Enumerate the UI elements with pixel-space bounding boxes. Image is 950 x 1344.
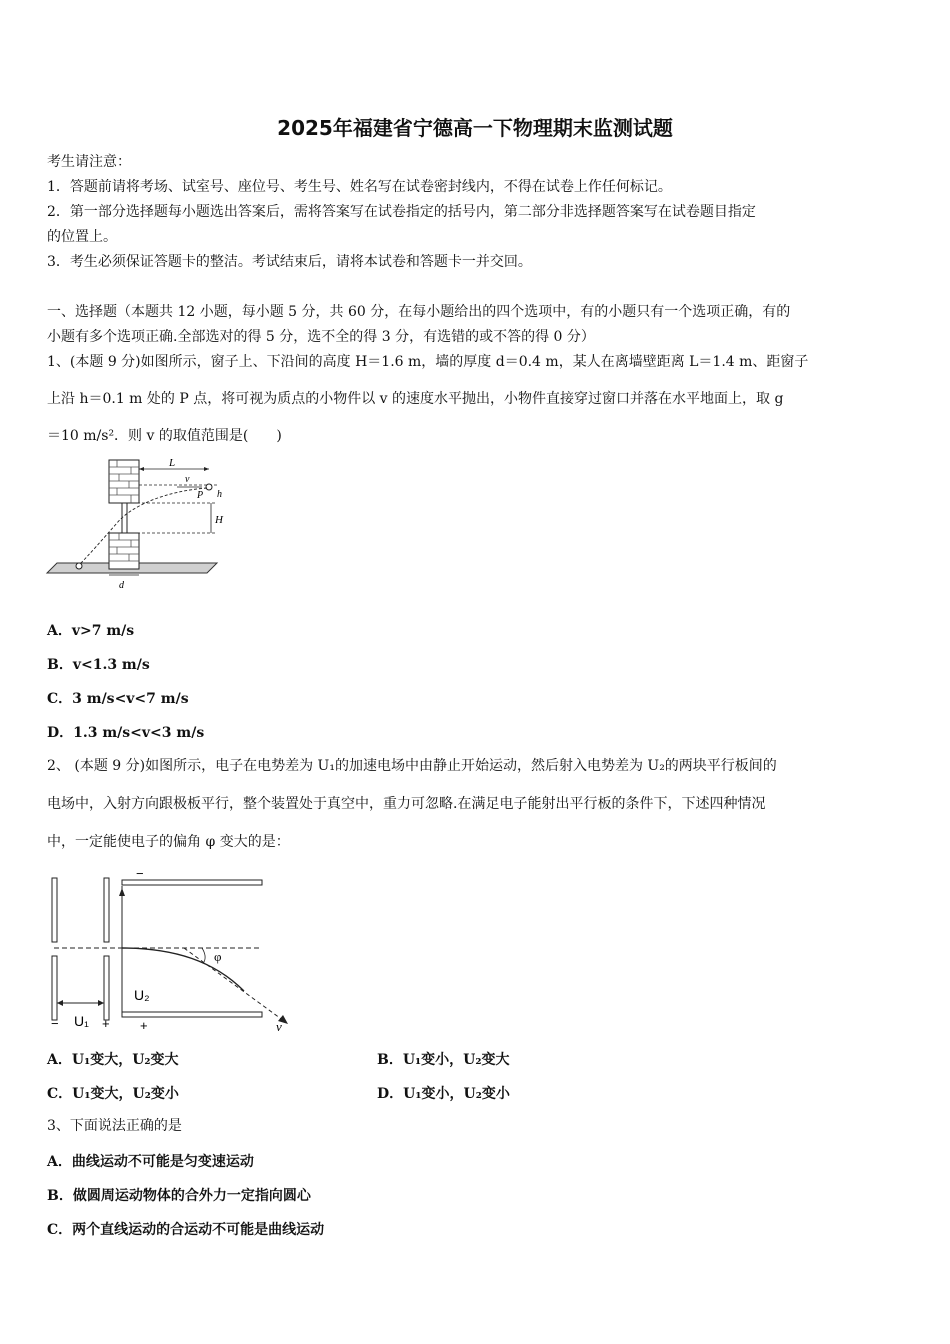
q2-option-b[interactable]: B．U₁变小，U₂变大: [377, 1052, 510, 1068]
q2-electron-diagram: [44, 866, 304, 1036]
label-phi: φ: [214, 949, 222, 964]
label-L: L: [169, 457, 176, 469]
label-v: v: [276, 1019, 282, 1034]
label-minus-top: −: [136, 866, 144, 881]
q1-option-a[interactable]: A．v>7 m/s: [47, 623, 135, 639]
q1-stem: ＝10 m/s²．则 v 的取值范围是( ): [47, 428, 282, 444]
page-title: 2025年福建省宁德高一下物理期末监测试题: [277, 116, 673, 140]
q3-option-c[interactable]: C．两个直线运动的合运动不可能是曲线运动: [47, 1222, 325, 1238]
section-heading: 一、选择题（本题共 12 小题，每小题 5 分，共 60 分，在每小题给出的四个选项中，有的小题只有一个选项正确，有的: [47, 304, 791, 320]
q2-option-d[interactable]: D．U₁变小，U₂变小: [377, 1086, 510, 1102]
q1-option-b[interactable]: B．v<1.3 m/s: [47, 657, 150, 673]
q1-stem: 上沿 h＝0.1 m 处的 P 点，将可视为质点的小物件以 v 的速度水平抛出，小物件直接穿过窗口并落在水平地面上，取 g: [47, 391, 784, 407]
q3-option-a[interactable]: A．曲线运动不可能是匀变速运动: [47, 1154, 254, 1170]
label-P: P: [197, 490, 204, 501]
notice-item: 1．答题前请将考场、试室号、座位号、考生号、姓名写在试卷密封线内，不得在试卷上作任何标记。: [47, 179, 672, 195]
notice-heading: 考生请注意：: [47, 154, 131, 170]
q1-option-c[interactable]: C．3 m/s<v<7 m/s: [47, 691, 189, 707]
q2-stem: 2、 (本题 9 分)如图所示，电子在电势差为 U₁的加速电场中由静止开始运动，然后射入电势差为 U₂的两块平行板间的: [47, 758, 777, 774]
q2-stem: 电场中，入射方向跟极板平行，整个装置处于真空中，重力可忽略.在满足电子能射出平行板的条件下，下述四种情况: [47, 796, 766, 812]
label-u1: U₁: [74, 1013, 89, 1029]
label-h: h: [217, 489, 222, 500]
label-H: H: [215, 514, 223, 526]
label-v: v: [185, 474, 190, 485]
label-plus-bottom: +: [140, 1018, 148, 1033]
q2-stem: 中，一定能使电子的偏角 φ 变大的是：: [47, 834, 290, 850]
section-heading-cont: 小题有多个选项正确.全部选对的得 5 分，选不全的得 3 分，有选错的或不答的得 0 分）: [47, 329, 595, 345]
q1-stem: 1、(本题 9 分)如图所示，窗子上、下沿间的高度 H＝1.6 m，墙的厚度 d＝0.4 m，某人在离墙壁距离 L＝1.4 m、距窗子: [47, 354, 809, 370]
notice-item: 2．第一部分选择题每小题选出答案后，需将答案写在试卷指定的括号内，第二部分非选择题答案写在试卷题目指定: [47, 204, 756, 220]
q3-stem: 3、下面说法正确的是: [47, 1118, 182, 1134]
label-minus-left: −: [51, 1016, 59, 1031]
notice-item: 的位置上。: [47, 229, 117, 245]
label-plus-left: +: [102, 1016, 110, 1031]
q1-option-d[interactable]: D．1.3 m/s<v<3 m/s: [47, 725, 205, 741]
q1-wall-diagram: [47, 455, 222, 590]
label-u2: U₂: [134, 987, 150, 1003]
q2-option-c[interactable]: C．U₁变大，U₂变小: [47, 1086, 179, 1102]
q2-option-a[interactable]: A．U₁变大，U₂变大: [47, 1052, 179, 1068]
notice-item: 3．考生必须保证答题卡的整洁。考试结束后，请将本试卷和答题卡一并交回。: [47, 254, 532, 270]
q3-option-b[interactable]: B．做圆周运动物体的合外力一定指向圆心: [47, 1188, 311, 1204]
label-d: d: [119, 580, 124, 591]
